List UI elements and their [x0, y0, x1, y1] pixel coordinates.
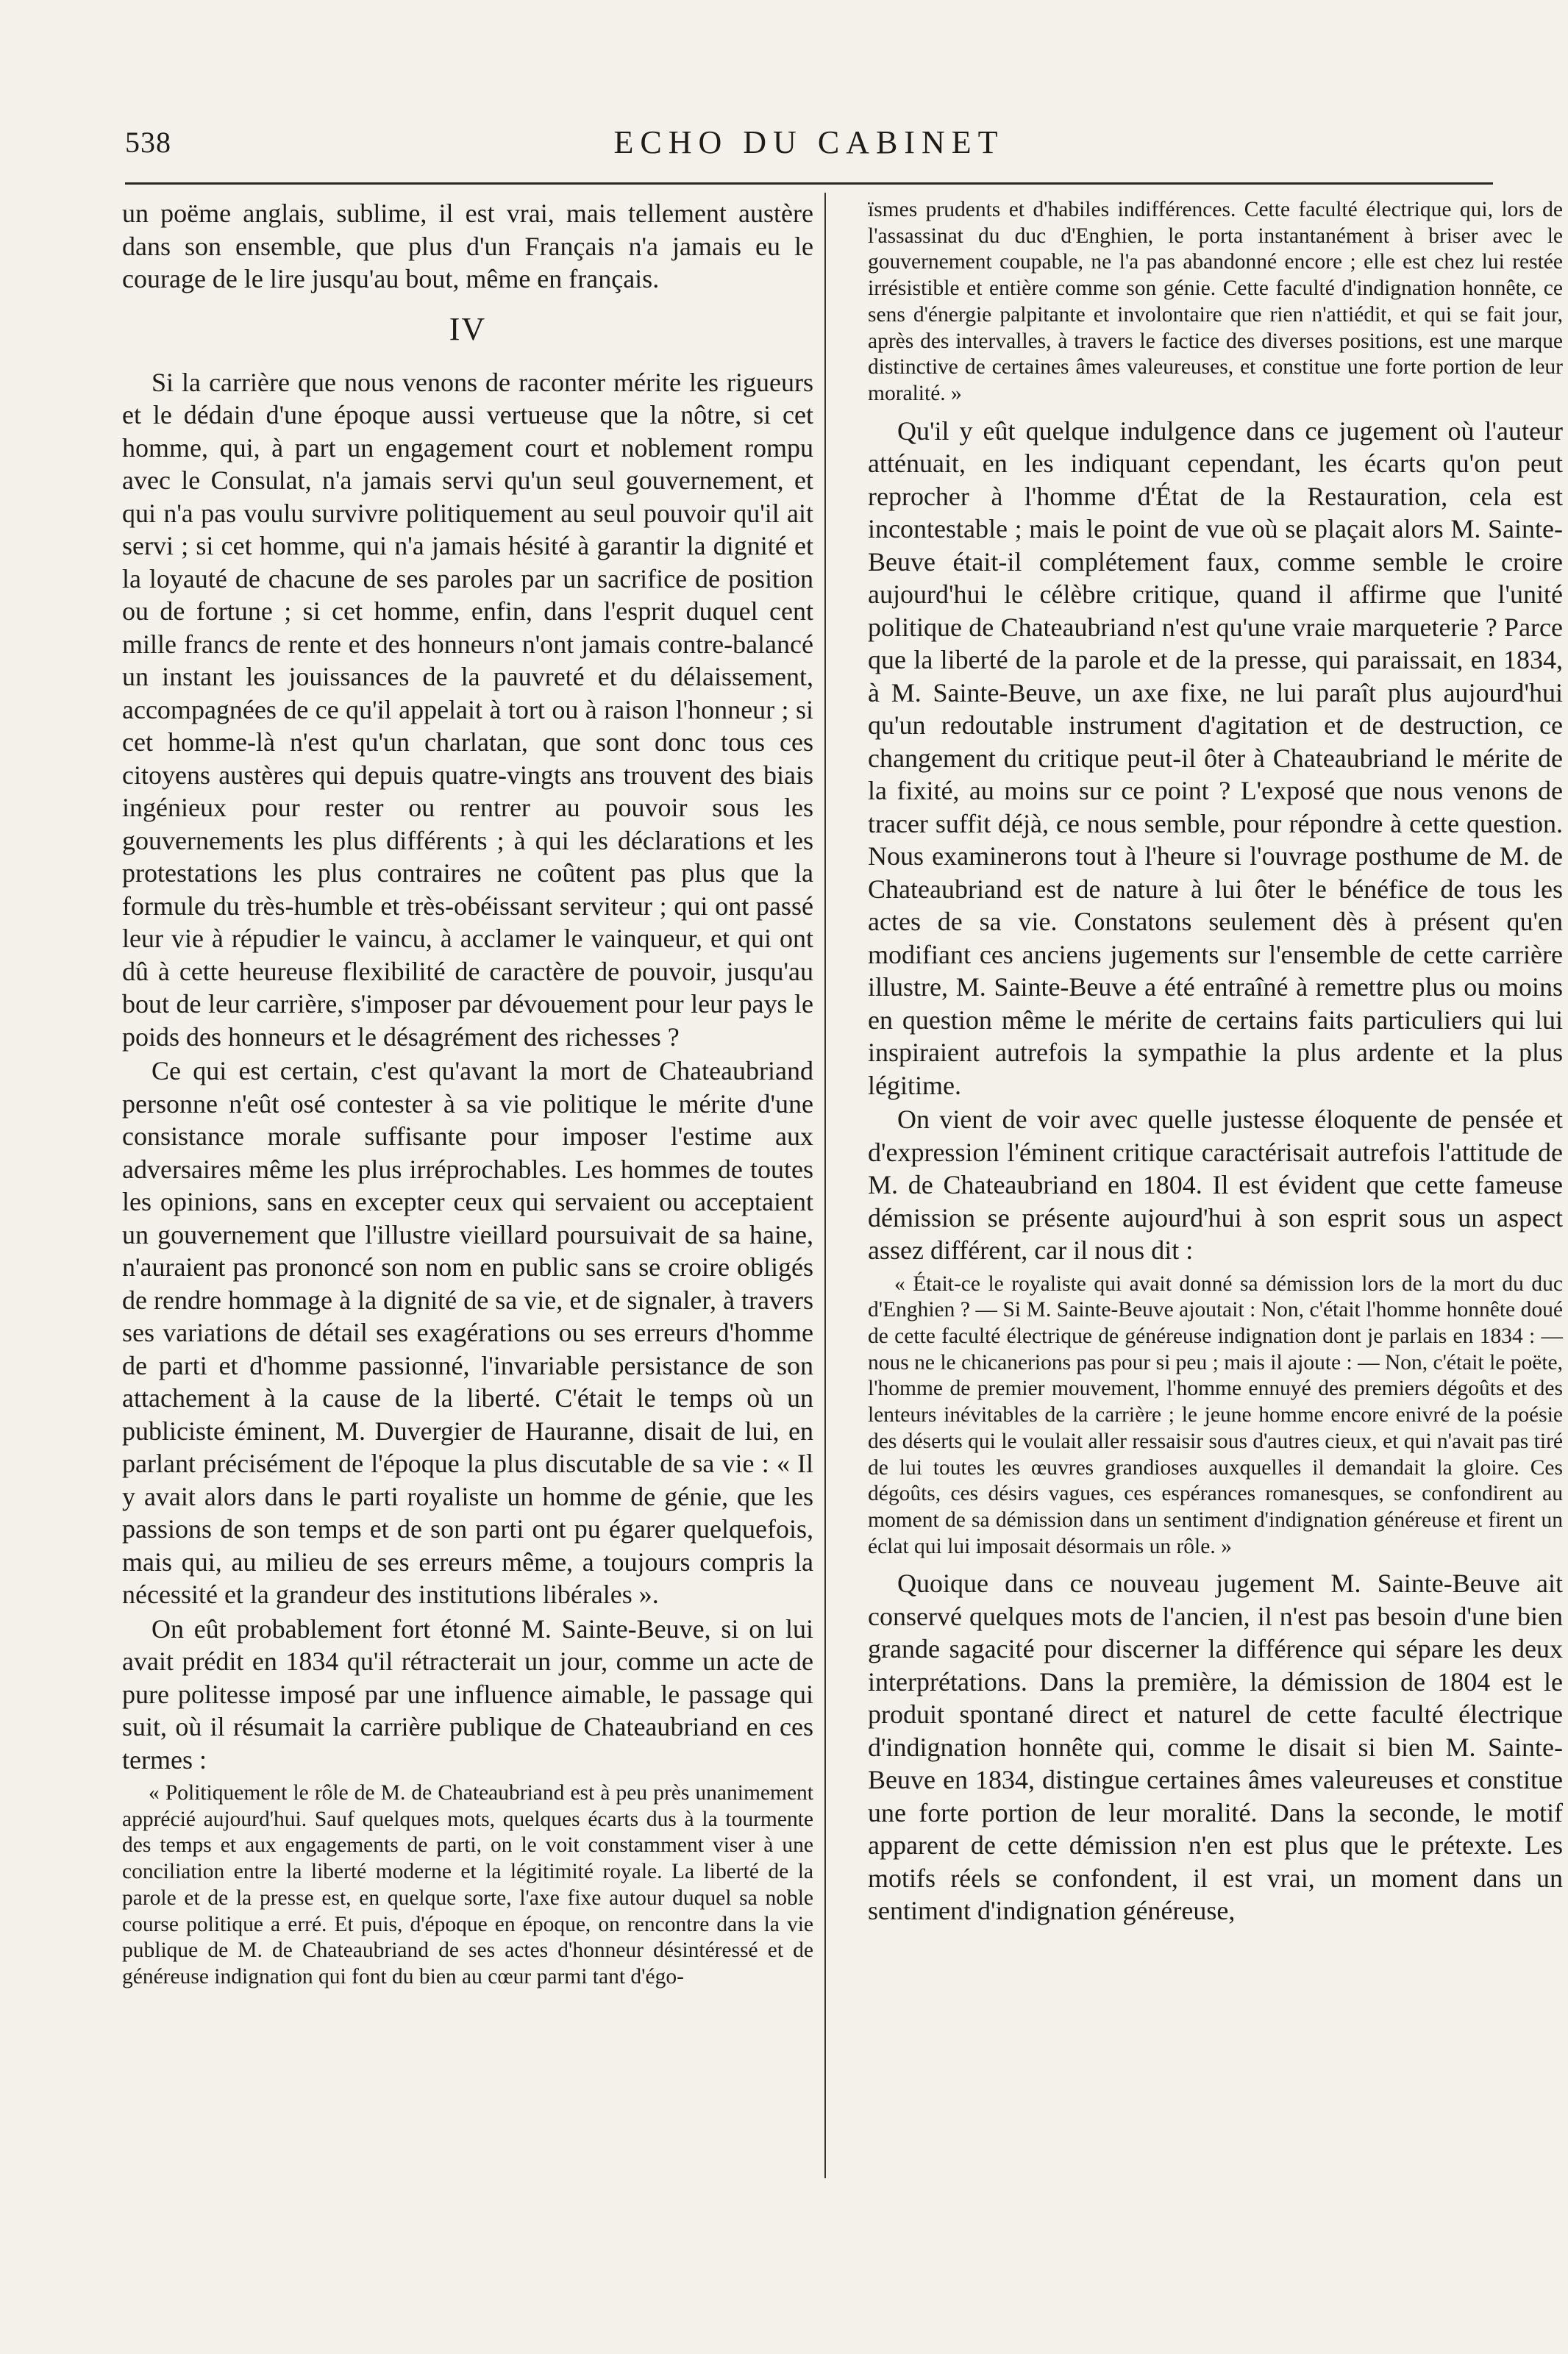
block-quote: « Était-ce le royaliste qui avait donné sa démission lors de la mort du duc d'Enghien ? — Si M. Sainte-Beuve ajoutait : Non, c'était l'homme honnête doué de cette faculté électrique de généreuse indignation dont je parlais en 1834 : — nous ne le chicanerions pas pour si peu ; mais il ajoute : — Non, c'était le poëte, l'homme de premier mouvement, l'homme ennuyé des premiers dégoûts et des lenteurs inévitables de la carrière ; le jeune homme encore enivré de la poésie des déserts qui le voulait aller ressaisir sous d'autres cieux, et qui n'avait pas tiré de lui toutes les œuvres grandioses auxquelles il demandait la gloire. Ces dégoûts, ces désirs vagues, ces espérances romanesques, se confondirent au moment de sa démission dans un sentiment d'indignation généreuse et firent un éclat qui lui imposait désormais un rôle. »	[868, 1271, 1563, 1558]
block-quote: « Politiquement le rôle de M. de Chateaubriand est à peu près unanimement apprécié aujourd'hui. Sauf quelques mots, quelques écarts dus à la tourmente des temps et aux engagements de parti, on le voit constamment viser à une conciliation entre la liberté moderne et la légitimité royale. La liberté de la parole et de la presse est, en quelque sorte, l'axe fixe autour duquel sa noble course politique a erré. Et puis, d'époque en époque, on rencontre dans la vie publique de M. de Chateaubriand de ses actes d'honneur désintéressé et de généreuse indignation qui font du bien au cœur parmi tant d'égo-	[122, 1781, 813, 1989]
page-number: 538	[125, 126, 171, 159]
header-rule	[125, 182, 1493, 185]
left-column	[122, 197, 813, 1998]
page-header	[125, 124, 1493, 168]
section-heading: IV	[449, 310, 487, 347]
running-title: ECHO DU CABINET	[613, 124, 1005, 160]
right-column	[868, 197, 1563, 1927]
block-quote-continued: ïsmes prudents et d'habiles indifférences. Cette faculté électrique qui, lors de l'assassinat du duc d'Enghien, le porta instantanément à briser avec le gouvernement coupable, ne l'a pas abandonné encore ; elle est chez lui restée irrésistible et entière comme son génie. Cette faculté d'indignation honnête, ce sens d'énergie palpitante et involontaire que rien n'attiédit, et qui se fait jour, après des intervalles, à travers le factice des diverses positions, est une marque distinctive de certaines âmes valeureuses, et constitue une forte portion de leur moralité. »	[868, 198, 1563, 405]
paragraph: Quoique dans ce nouveau jugement M. Sainte-Beuve ait conservé quelques mots de l'ancien, il n'est pas besoin d'une bien grande sagacité pour discerner la différence qui sépare les deux interprétations. Dans la première, la démission de 1804 est le produit spontané direct et naturel de cette faculté électrique d'indignation honnête qui, comme le disait si bien M. Sainte-Beuve en 1834, distingue certaines âmes valeureuses et constitue une forte portion de leur moralité. Dans la seconde, le motif apparent de cette démission n'en est plus que le prétexte. Les motifs réels se confondent, il est vrai, un moment dans un sentiment d'indignation généreuse,	[868, 1569, 1563, 1926]
paragraph: un poëme anglais, sublime, il est vrai, mais tellement austère dans son ensemble, que plus d'un Français n'a jamais eu le courage de le lire jusqu'au bout, même en français.	[122, 199, 813, 293]
paragraph: On vient de voir avec quelle justesse éloquente de pensée et d'expression l'éminent critique caractérisait autrefois l'attitude de M. de Chateaubriand en 1804. Il est évident que cette fameuse démission se présente aujourd'hui à son esprit sous un aspect assez différent, car il nous dit :	[868, 1105, 1563, 1266]
paragraph: Qu'il y eût quelque indulgence dans ce jugement où l'auteur atténuait, en les indiquant cependant, les écarts qu'on peut reprocher à l'homme d'État de la Restauration, cela est incontestable ; mais le point de vue où se plaçait alors M. Sainte-Beuve était-il complétement faux, comme semble le croire aujourd'hui le célèbre critique, quand il affirme que l'unité politique de Chateaubriand n'est qu'une vraie marqueterie ? Parce que la liberté de la parole et de la presse, qui paraissait, en 1834, à M. Sainte-Beuve, un axe fixe, ne lui paraît plus aujourd'hui qu'un redoutable instrument d'agitation et de destruction, ce changement du critique peut-il ôter à Chateaubriand le mérite de la fixité, au moins sur ce point ? L'exposé que nous venons de tracer suffit déjà, ce nous semble, pour répondre à cette question. Nous examinerons tout à l'heure si l'ouvrage posthume de M. de Chateaubriand est de nature à lui ôter le bénéfice de tous les actes de sa vie. Constatons seulement dès à présent qu'en modifiant ces anciens jugements sur l'ensemble de cette carrière illustre, M. Sainte-Beuve a été entraîné à remettre plus ou moins en question même le mérite de certains faits particuliers qui lui inspiraient autrefois la sympathie la plus ardente et la plus légitime.	[868, 415, 1563, 1100]
paragraph: Ce qui est certain, c'est qu'avant la mort de Chateaubriand personne n'eût osé contester à sa vie politique le mérite d'une consistance morale suffisante pour imposer l'estime aux adversaires même les plus irréprochables. Les hommes de toutes les opinions, sans en excepter ceux qui servaient ou acceptaient un gouvernement que l'illustre vieillard poursuivait de sa haine, n'auraient pas prononcé son nom en public sans se croire obligés de rendre hommage à la dignité de sa vie, et de signaler, à travers ses variations de détail ses exagérations ou ses erreurs d'homme de parti et d'homme passionné, l'invariable persistance de son attachement à la cause de la liberté. C'était le temps où un publiciste éminent, M. Duvergier de Hauranne, disait de lui, en parlant précisément de l'époque la plus discutable de sa vie : « Il y avait alors dans le parti royaliste un homme de génie, que les passions de son temps et de son parti ont pu égarer quelquefois, mais qui, au milieu de ses erreurs même, a toujours compris la nécessité et la grandeur des institutions libérales ».	[122, 1056, 813, 1609]
paragraph: Si la carrière que nous venons de raconter mérite les rigueurs et le dédain d'une époque aussi vertueuse que la nôtre, si cet homme, qui, à part un engagement court et noblement rompu avec le Consulat, n'a jamais servi qu'un seul gouvernement, et qui n'a pas voulu survivre politiquement au seul pouvoir qu'il ait servi ; si cet homme, qui n'a jamais hésité à garantir la dignité et la loyauté de chacune de ses paroles par un sacrifice de position ou de fortune ; si cet homme, enfin, dans l'esprit duquel cent mille francs de rente et des honneurs n'ont jamais contre-balancé un instant les jouissances de la pauvreté et du délaissement, accompagnées de ce qu'il appelait à tort ou à raison l'honneur ; si cet homme-là n'est qu'un charlatan, que sont donc tous ces citoyens austères qui depuis quatre-vingts ans trouvent des biais ingénieux pour rester ou rentrer au pouvoir sous les gouvernements les plus différents ; à qui les déclarations et les protestations les plus contraires ne coûtent pas plus que la formule du très-humble et très-obéissant serviteur ; qui ont passé leur vie à répudier le vaincu, à acclamer le vainqueur, et qui ont dû à cette heureuse flexibilité de caractère de pouvoir, jusqu'au bout de leur carrière, s'imposer par dévouement pour leur pays le poids des honneurs et le désagrément des richesses ?	[122, 367, 813, 1052]
paragraph: On eût probablement fort étonné M. Sainte-Beuve, si on lui avait prédit en 1834 qu'il rétracterait un jour, comme un acte de pure politesse imposé par une influence aimable, le passage qui suit, où il résumait la carrière publique de Chateaubriand en ces termes :	[122, 1613, 813, 1775]
column-divider	[824, 193, 826, 2178]
